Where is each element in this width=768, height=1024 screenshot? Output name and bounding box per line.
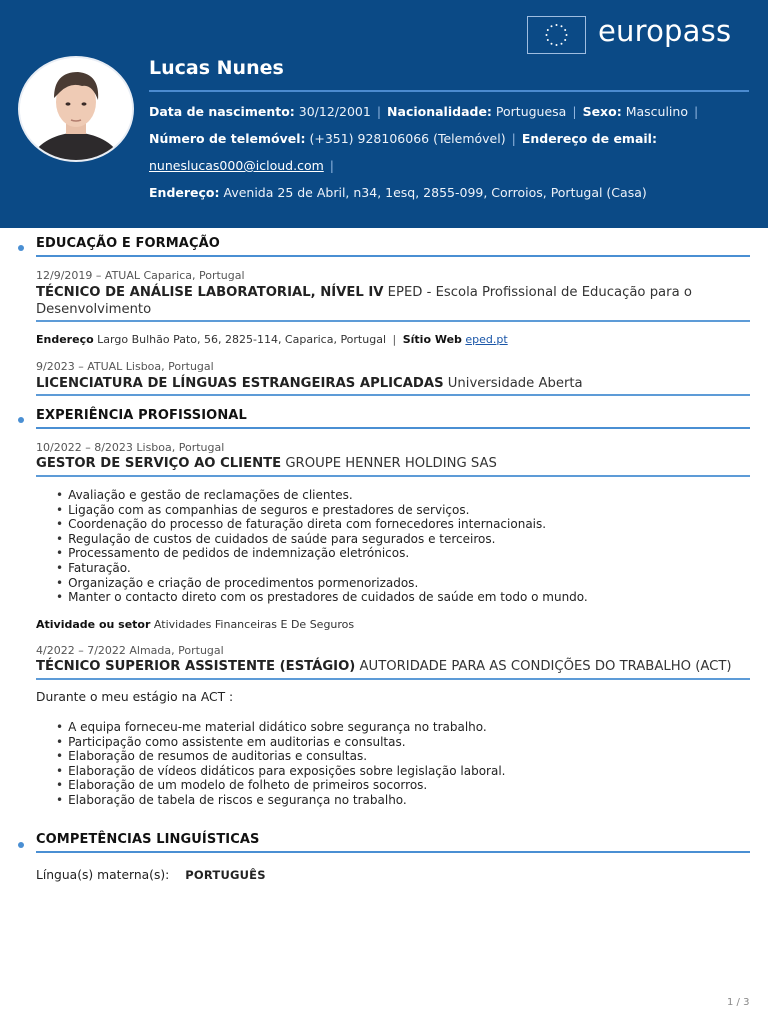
education-entry-1-degree: TÉCNICO DE ANÁLISE LABORATORIAL, NÍVEL IV	[36, 285, 384, 300]
list-item: • Processamento de pedidos de indemnização eletrónicos.	[56, 546, 588, 561]
section-bullet-dot	[18, 842, 24, 848]
personal-info-line-3	[149, 158, 340, 173]
page-number: 1 / 3	[727, 997, 750, 1008]
sector-label: Atividade ou setor	[36, 618, 151, 631]
separator: |	[392, 333, 397, 346]
list-item: • Participação como assistente em auditorias e consultas.	[56, 735, 505, 750]
section-divider	[36, 255, 750, 257]
separator: |	[329, 158, 334, 173]
list-item: • Coordenação do processo de faturação direta com fornecedores internacionais.	[56, 517, 588, 532]
address-value: Avenida 25 de Abril, n34, 1esq, 2855-099, Corroios, Portugal (Casa)	[223, 185, 647, 200]
list-item: • Regulação de custos de cuidados de saúde para segurados e terceiros.	[56, 532, 588, 547]
list-item: • Avaliação e gestão de reclamações de clientes.	[56, 488, 588, 503]
experience-entry-1-bullets	[56, 488, 588, 605]
europass-logo-text: europass	[598, 14, 732, 48]
name-divider	[149, 90, 749, 92]
mother-tongue-line	[36, 868, 266, 882]
birth-label: Data de nascimento:	[149, 104, 295, 119]
experience-entry-2-role: TÉCNICO SUPERIOR ASSISTENTE (ESTÁGIO)	[36, 659, 356, 674]
nationality-label: Nacionalidade:	[387, 104, 492, 119]
address-label: Endereço:	[149, 185, 220, 200]
mother-tongue-label: Língua(s) materna(s):	[36, 868, 170, 882]
phone-value: (+351) 928106066 (Telemóvel)	[309, 131, 506, 146]
list-item: • Organização e criação de procedimentos pormenorizados.	[56, 576, 588, 591]
separator: |	[511, 131, 516, 146]
address-value: Largo Bulhão Pato, 56, 2825-114, Caparica, Portugal	[97, 333, 386, 346]
section-bullet-dot	[18, 245, 24, 251]
phone-label: Número de telemóvel:	[149, 131, 306, 146]
address-label: Endereço	[36, 333, 94, 346]
section-divider	[36, 851, 750, 853]
person-name: Lucas Nunes	[149, 57, 284, 79]
personal-info-line-4	[149, 185, 647, 200]
eu-flag-logo	[527, 16, 586, 54]
email-link[interactable]: nuneslucas000@icloud.com	[149, 158, 324, 173]
experience-entry-1-role: GESTOR DE SERVIÇO AO CLIENTE	[36, 456, 282, 471]
education-entry-2-institution: Universidade Aberta	[443, 376, 583, 391]
experience-entry-1-meta: 10/2022 – 8/2023 Lisboa, Portugal	[36, 441, 225, 454]
list-item: • Ligação com as companhias de seguros e prestadores de serviços.	[56, 503, 588, 518]
entry-divider	[36, 475, 750, 477]
experience-entry-2-bullets	[56, 720, 505, 808]
personal-info-line-1	[149, 104, 704, 119]
education-entry-2-title	[36, 375, 736, 392]
experience-entry-1-sector	[36, 618, 354, 631]
birth-value: 30/12/2001	[298, 104, 371, 119]
education-entry-1-details	[36, 333, 508, 346]
personal-info-line-2	[149, 131, 657, 146]
education-entry-2-degree: LICENCIATURA DE LÍNGUAS ESTRANGEIRAS APLICADAS	[36, 376, 444, 391]
section-title-languages: COMPETÊNCIAS LINGUÍSTICAS	[36, 832, 260, 847]
entry-divider	[36, 394, 750, 396]
website-label: Sítio Web	[402, 333, 462, 346]
experience-entry-1-title	[36, 455, 736, 472]
education-entry-1-meta: 12/9/2019 – ATUAL Caparica, Portugal	[36, 269, 245, 282]
section-title-education: EDUCAÇÃO E FORMAÇÃO	[36, 236, 220, 251]
experience-entry-2-employer: AUTORIDADE PARA AS CONDIÇÕES DO TRABALHO (ACT)	[355, 659, 732, 674]
section-divider	[36, 427, 750, 429]
list-item: • Elaboração de um modelo de folheto de primeiros socorros.	[56, 778, 505, 793]
sex-value: Masculino	[625, 104, 688, 119]
education-entry-2-meta: 9/2023 – ATUAL Lisboa, Portugal	[36, 360, 214, 373]
sex-label: Sexo:	[582, 104, 622, 119]
section-bullet-dot	[18, 417, 24, 423]
list-item: • A equipa forneceu-me material didático sobre segurança no trabalho.	[56, 720, 505, 735]
list-item: • Manter o contacto direto com os prestadores de cuidados de saúde em todo o mundo.	[56, 590, 588, 605]
email-label: Endereço de email:	[521, 131, 657, 146]
experience-entry-2-meta: 4/2022 – 7/2022 Almada, Portugal	[36, 644, 224, 657]
list-item: • Elaboração de tabela de riscos e segurança no trabalho.	[56, 793, 505, 808]
entry-divider	[36, 678, 750, 680]
experience-entry-2-title	[36, 658, 736, 675]
separator: |	[693, 104, 699, 119]
separator: |	[376, 104, 382, 119]
list-item: • Elaboração de vídeos didáticos para exposições sobre legislação laboral.	[56, 764, 505, 779]
entry-divider	[36, 320, 750, 322]
list-item: • Elaboração de resumos de auditorias e consultas.	[56, 749, 505, 764]
header-banner	[0, 0, 768, 228]
separator: |	[572, 104, 577, 119]
website-link[interactable]: eped.pt	[465, 333, 508, 346]
education-entry-1-title	[36, 284, 736, 318]
section-title-experience: EXPERIÊNCIA PROFISSIONAL	[36, 408, 247, 423]
mother-tongue-value: PORTUGUÊS	[185, 868, 266, 882]
sector-value: Atividades Financeiras E De Seguros	[153, 618, 355, 631]
profile-photo	[20, 58, 132, 160]
nationality-value: Portuguesa	[495, 104, 567, 119]
list-item: • Faturação.	[56, 561, 588, 576]
experience-entry-1-employer: GROUPE HENNER HOLDING SAS	[281, 456, 497, 471]
education-entry-1-institution: EPED - Escola Profissional de Educação para o Desenvolvimento	[36, 285, 692, 317]
experience-entry-2-intro: Durante o meu estágio na ACT :	[36, 690, 234, 704]
